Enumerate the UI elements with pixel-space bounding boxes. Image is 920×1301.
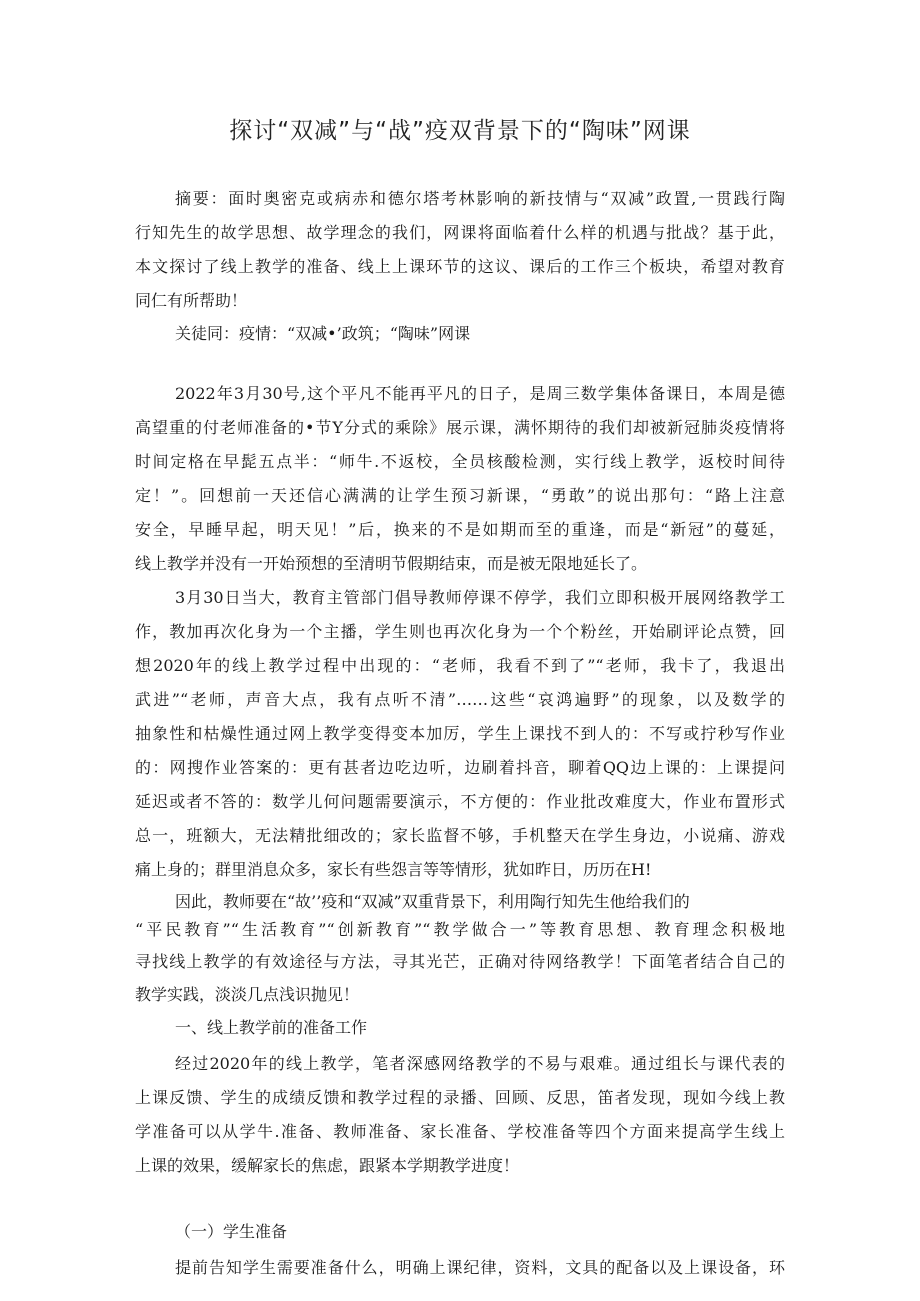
paragraph-line: 武进”“老师，声音大点，我有点听不清”……这些“哀鸿遍野”的现象，以及数学的 <box>135 690 785 709</box>
paragraph-line: 高望重的付老师准备的•节Y分式的乘除》展示课，满怀期待的我们却被新冠肺炎疫情将 <box>135 418 785 437</box>
paragraph-line: 教学实践，淡淡几点浅识抛见！ <box>135 985 360 1004</box>
paragraph-line: “平民教育”“生活教育”“创新教育”“教学做合一”等教育思想、教育理念积极地 <box>135 920 785 939</box>
paragraph-line: 3月30日当大，教育主管部门倡导教师停课不停学，我们立即积极开展网络教学工 <box>175 588 785 607</box>
paragraph-line: 学准备可以从学牛.准备、教师准备、家长准备、学校准备等四个方面来提高学生线上 <box>135 1122 785 1141</box>
abstract-line: 行知先生的故学思想、故学理念的我们，网课将面临着什么样的机遇与批战？基于此， <box>135 223 785 242</box>
section-heading: 一、线上教学前的准备工作 <box>175 1018 368 1037</box>
paragraph-line: 上课的效果，缓解家长的焦虑，跟紧本学期教学进度！ <box>135 1156 520 1175</box>
paragraph-line: 寻找线上教学的有效途径与方法，寻其光芒，正确对待网络教学！下面笔者结合自己的 <box>135 952 785 971</box>
paragraph-line: 因此，教师要在“故’’疫和“双减”双重背景下，利用陶行知先生他给我们的 <box>175 892 690 911</box>
paragraph-line: 想2020年的线上教学过程中出现的：“老师，我看不到了”“老师，我卡了，我退出 <box>135 656 785 675</box>
paragraph-line: 2022年3月30号,这个平凡不能再平凡的日子，是周三数学集体备课日，本周是德 <box>175 384 785 403</box>
paragraph-line: 安全，早睡早起，明天见！”后，换来的不是如期而至的重逢，而是“新冠”的蔓延， <box>135 520 785 539</box>
abstract-line: 同仁有所帮助！ <box>135 291 248 310</box>
paragraph-line: 经过2020年的线上教学，笔者深感网络教学的不易与艰难。通过组长与课代表的 <box>175 1054 785 1073</box>
paragraph-line: 的：网搜作业答案的：更有甚者边吃边听，边刷着抖音，聊着QQ边上课的：上课提问 <box>135 758 785 777</box>
paragraph-line: 总一，班额大，无法精批细改的；家长监督不够，手机整天在学生身边，小说痛、游戏 <box>135 826 785 845</box>
paragraph-line: 时间定格在早髭五点半：“师牛.不返校，全员核酸检测，实行线上教学，返校时间待 <box>135 452 785 471</box>
document-title: 探讨“双减”与“战”疫双背景下的“陶味”网课 <box>229 118 691 144</box>
paragraph-line: 抽象性和枯燥性通过网上教学变得变本加厉，学生上课找不到人的：不写或拧秒写作业 <box>135 724 785 743</box>
paragraph-line: 提前告知学生需要准备什么，明确上课纪律，资料，文具的配备以及上课设备，环 <box>175 1258 785 1277</box>
paragraph-line: 延迟或者不答的：数学儿何问题需要演示，不方便的：作业批改难度大，作业布置形式 <box>135 792 785 811</box>
paragraph-line: 线上教学并没有一开始预想的至清明节假期结束，而是被无限地延长了。 <box>135 554 648 573</box>
paragraph-line: 定！”。回想前一天还信心满满的让学生预习新课，“勇敢”的说出那句：“路上注意 <box>135 486 785 505</box>
abstract-line: 本文探讨了线上教学的准备、线上上课环节的这议、课后的工作三个板块，希望对教育 <box>135 257 785 276</box>
paragraph-line: 作，教加再次化身为一个主播，学生则也再次化身为一个个粉丝，开始刷评论点赞，回 <box>135 622 785 641</box>
paragraph-line: 上课反馈、学生的成绩反馈和教学过程的录播、回顾、反思，笛者发现，现如今线上教 <box>135 1088 785 1107</box>
keywords-line: 关徒同：疫情：“双减•’政筑；“陶味”网课 <box>175 324 471 343</box>
abstract-line: 摘要：面时奥密克或病赤和德尔塔考林影响的新技情与“双减”政置,一贯践行陶 <box>175 189 785 208</box>
paragraph-line: 痛上身的；群里消息众多，家长有些怨言等等情形，犹如昨日，历历在H! <box>135 860 652 879</box>
subsection-heading: （一）学生准备 <box>175 1222 288 1241</box>
